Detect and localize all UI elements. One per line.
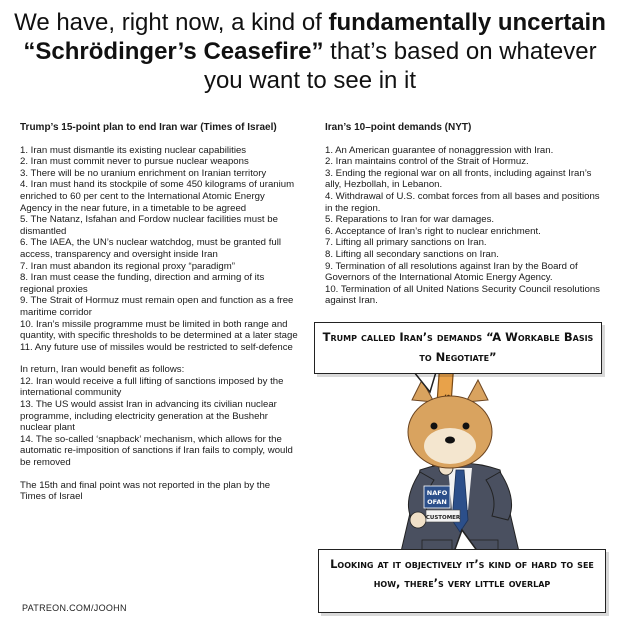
benefit-intro: In return, Iran would benefit as follows: — [20, 364, 185, 376]
speech-bubble-top: Trump called Iran’s demands “A Workable Basis to Negotiate” — [314, 322, 602, 374]
plan-item: 5. The Natanz, Isfahan and Fordow nuclear facilities must be dismantled — [20, 214, 278, 237]
headline-part1: We have, right now, a kind of — [14, 9, 329, 36]
demand-item: 2. Iran maintains control of the Strait of Hormuz. — [325, 156, 529, 168]
plan-item: 8. Iran must cease the funding, direction and arming of its regional proxies — [20, 272, 265, 295]
demand-item: 7. Lifting all primary sanctions on Iran. — [325, 237, 487, 249]
plan-item: 2. Iran must commit never to pursue nuclear weapons — [20, 156, 249, 168]
iran-demands-title: Iran’s 10–point demands (NYT) — [325, 122, 472, 133]
badge-line1: NAFO — [426, 489, 448, 497]
demand-item: 10. Termination of all United Nations Security Council resolutions against Iran. — [325, 283, 600, 307]
demand-item: 9. Termination of all resolutions against Iran by the Board of Governors of the International Atomic Energy Agency. — [325, 260, 578, 284]
plan-item: 1. Iran must dismantle its existing nuclear capabilities — [20, 144, 247, 156]
badge-line2: OFAN — [427, 498, 447, 506]
top-bubble-tail — [410, 372, 450, 394]
plan-item: 6. The IAEA, the UN’s nuclear watchdog, must be granted full access, transparency and oversight inside Iran — [20, 237, 281, 260]
benefit-item: 12. Iran would receive a full lifting of sanctions imposed by the international community — [20, 375, 284, 399]
benefit-item: 14. The so-called ‘snapback’ mechanism, which allows for the automatic re-imposition of sanctions if Iran fails to comply, would be removed — [20, 433, 293, 469]
patreon-credit: PATREON.COM/JOOHN — [22, 603, 127, 613]
headline-part2: that’s based on whatever you want to see in it — [203, 38, 597, 94]
tag-label: CUSTOMER — [425, 515, 461, 521]
demand-item: 4. Withdrawal of U.S. combat forces from all bases and positions in the region. — [325, 190, 600, 214]
headline-bold: fundamentally uncertain “Schrödinger’s Ceasefire” — [23, 9, 606, 65]
demand-item: 1. An American guarantee of nonaggression with Iran. — [325, 144, 554, 156]
benefit-item: 13. The US would assist Iran in advancing its civilian nuclear programme, including electricity generation at the Bushehr nuclear plant — [20, 399, 277, 434]
nafo-badge — [424, 486, 450, 508]
demand-item: 8. Lifting all secondary sanctions on Iran. — [325, 248, 499, 260]
iran-demands-column — [325, 122, 607, 307]
customer-tag — [426, 510, 461, 522]
paw-left — [410, 512, 426, 528]
benefit-list — [20, 376, 298, 469]
demand-item: 6. Acceptance of Iran’s right to nuclear enrichment. — [325, 225, 541, 237]
headline — [10, 8, 610, 95]
demand-item: 3. Ending the regional war on all fronts, including against Iran’s ally, Hezbollah, in Lebanon. — [325, 167, 592, 191]
trump-plan-list — [20, 145, 298, 354]
plan-item: 3. There will be no uranium enrichment on Iranian territory — [20, 167, 267, 179]
plan-footnote: The 15th and final point was not reported in the plan by the Times of Israel — [20, 479, 271, 503]
trump-plan-column — [20, 122, 298, 503]
plan-item: 10. Iran’s missile programme must be limited in both range and quantity, with specific thresholds to be determined at a later stage — [20, 318, 298, 342]
plan-item: 11. Any future use of missiles would be restricted to self-defence — [20, 341, 293, 353]
iran-demands-list — [325, 145, 607, 307]
trump-plan-title: Trump’s 15-point plan to end Iran war (Times of Israel) — [20, 122, 277, 133]
plan-item: 4. Iran must hand its stockpile of some 450 kilograms of uranium enriched to 60 per cent to the International Atomic Energy Agency in the near future, in a timetable to be agreed — [20, 179, 295, 214]
demand-item: 5. Reparations to Iran for war damages. — [325, 214, 495, 226]
speech-bubble-bottom: Looking at it objectively it’s kind of hard to see how, there’s very little overlap — [318, 549, 606, 613]
plan-item: 7. Iran must abandon its regional proxy “paradigm” — [20, 260, 235, 272]
plan-item: 9. The Strait of Hormuz must remain open and function as a free maritime corridor — [20, 295, 294, 318]
